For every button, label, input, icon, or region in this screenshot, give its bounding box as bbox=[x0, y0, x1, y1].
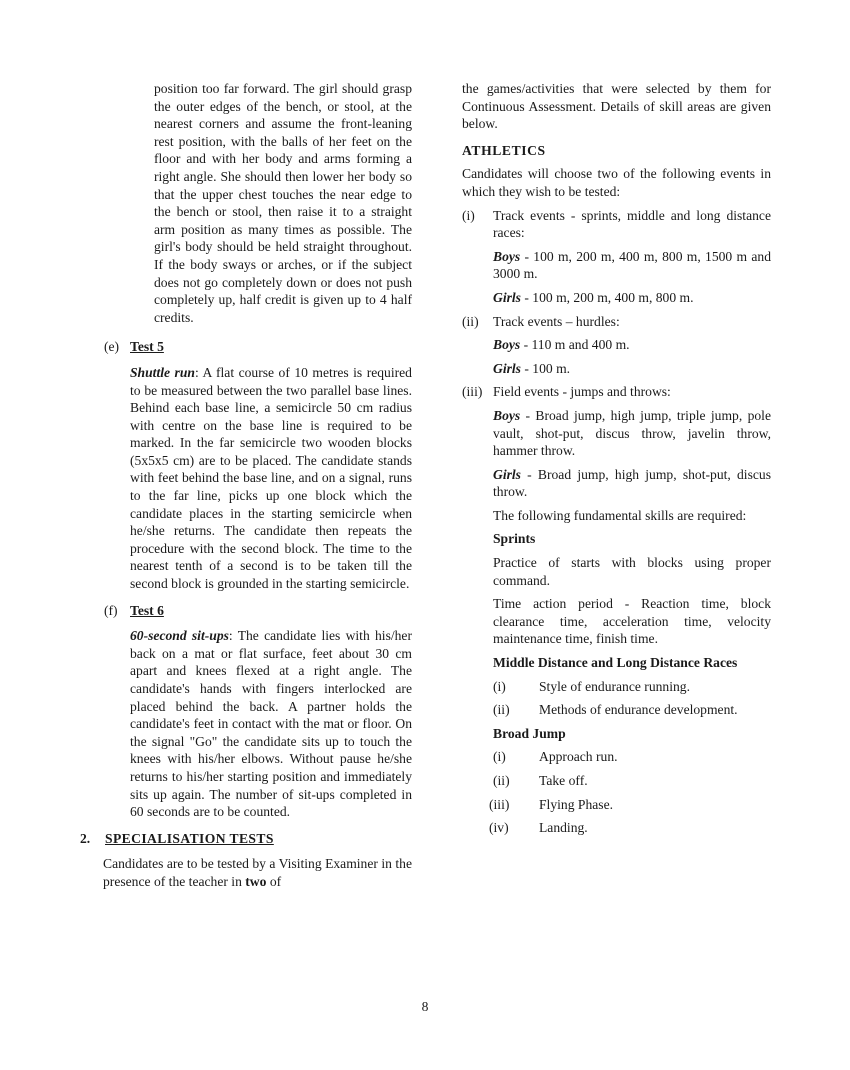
event-text: Field events - jumps and throws: bbox=[493, 384, 671, 400]
event-boys: Boys - Broad jump, high jump, triple jump, pole vault, shot-put, discus throw, javelin throw, hammer throw. bbox=[493, 407, 771, 459]
list-label: (i) bbox=[493, 749, 506, 765]
test5-body bbox=[130, 364, 412, 593]
list-label: (ii) bbox=[493, 702, 510, 718]
page-number: 8 bbox=[421, 999, 429, 1014]
list-text: Landing. bbox=[539, 820, 588, 836]
event-item-i bbox=[462, 207, 771, 307]
sprints-heading: Sprints bbox=[493, 531, 536, 547]
right-column bbox=[462, 80, 771, 837]
sprints-paragraph-1: Practice of starts with blocks using proper command. bbox=[493, 555, 771, 588]
mdld-list-item bbox=[493, 678, 771, 696]
list-text: Approach run. bbox=[539, 749, 618, 765]
test5-item bbox=[78, 338, 412, 592]
list-label: (iii) bbox=[489, 796, 510, 812]
event-girls: Girls - 100 m, 200 m, 400 m, 800 m. bbox=[493, 289, 694, 305]
list-text: Take off. bbox=[539, 773, 588, 788]
broad-jump-list-item bbox=[489, 796, 771, 814]
event-boys: Boys - 110 m and 400 m. bbox=[493, 337, 630, 353]
test6-title: Test 6 bbox=[130, 602, 164, 618]
event-label: (iii) bbox=[462, 384, 483, 400]
broad-jump-list-item bbox=[489, 819, 771, 837]
list-label: (i) bbox=[493, 678, 506, 694]
test5-text: : A flat course of 10 metres is required to be measured between the two parallel base lines. Behind each base line, a semicircle 50 cm radius with centre on the base line is required to be marked. In the far semicircle two wooden blocks (5x5x5 cm) are to be placed. The candidate stands with feet behind the base line, and on a signal, runs to the far line, picks up one block which the candidate places in the starting semicircle when he/she returns. The candidate then repeats the procedure with the second block. The time to the nearest tenth of a second is to be taken till the second block is grounded in the starting semicircle. bbox=[130, 364, 412, 592]
test6-label: (f) bbox=[104, 602, 118, 618]
event-label: (i) bbox=[462, 207, 475, 223]
test5-label: (e) bbox=[104, 339, 120, 355]
event-girls: Girls - 100 m. bbox=[493, 360, 571, 376]
broad-jump-heading: Broad Jump bbox=[493, 725, 566, 741]
fundamental-skills-intro: The following fundamental skills are required: bbox=[493, 507, 747, 523]
athletics-intro: Candidates will choose two of the following events in which they wish to be tested: bbox=[462, 166, 771, 199]
broad-jump-list-item bbox=[493, 772, 771, 790]
list-label: (iv) bbox=[489, 820, 509, 836]
left-column bbox=[78, 80, 412, 891]
test6-body bbox=[130, 627, 412, 821]
test6-term: 60-second sit-ups bbox=[130, 628, 229, 644]
mdld-heading: Middle Distance and Long Distance Races bbox=[493, 655, 738, 671]
event-label: (ii) bbox=[462, 313, 479, 329]
list-text: Methods of endurance development. bbox=[539, 702, 738, 718]
broad-jump-list-item bbox=[493, 748, 771, 766]
test5-title: Test 5 bbox=[130, 339, 164, 355]
test6-item bbox=[78, 602, 412, 821]
event-item-iii bbox=[462, 383, 771, 836]
event-text: Track events - sprints, middle and long distance races: bbox=[493, 207, 771, 241]
event-text: Track events – hurdles: bbox=[493, 313, 620, 329]
list-text: Flying Phase. bbox=[539, 796, 614, 812]
athletics-heading: ATHLETICS bbox=[462, 142, 546, 158]
list-text: Style of endurance running. bbox=[539, 678, 690, 694]
continued-paragraph: position too far forward. The girl should grasp the outer edges of the bench, or stool, at the nearest corners and assume the front-leaning rest position, with the balls of her feet on the floor and with her body and arms forming a right angle. She should then lower her body so that the upper chest touches the near edge to the bench or stool, then raise it to a straight arm position as many times as possible. The girl's body should be held straight throughout. If the body sways or arches, or if the subject does not go completely down or does not push completely up, half credit is given up to 4 half credits. bbox=[154, 81, 412, 325]
event-girls: Girls - Broad jump, high jump, shot-put, discus throw. bbox=[493, 466, 771, 500]
event-item-ii bbox=[462, 313, 771, 378]
section2-number: 2. bbox=[80, 830, 91, 846]
test6-text: : The candidate lies with his/her back on a mat or flat surface, feet about 30 cm apart and knees flexed at a right angle. The candidate's hands with fingers interlocked are placed behind the back. A partner holds the candidate's feet in contact with the mat or floor. On the signal "Go" the candidate sits up to touch the knees with his/her elbows. Without pause he/she returns to his/her starting position and immediately sits up again. The number of sit-ups completed in 60 seconds are to be counted. bbox=[130, 628, 412, 820]
section2-item bbox=[78, 830, 412, 891]
right-continued-paragraph: the games/activities that were selected by them for Continuous Assessment. Details of skill areas are given below. bbox=[462, 81, 771, 132]
test5-term: Shuttle run bbox=[130, 364, 195, 380]
mdld-list-item bbox=[493, 701, 771, 719]
event-boys: Boys - 100 m, 200 m, 400 m, 800 m, 1500 m and 3000 m. bbox=[493, 248, 771, 282]
sprints-paragraph-2: Time action period - Reaction time, block clearance time, acceleration time, velocity maintenance time, finish time. bbox=[493, 596, 771, 647]
section2-title: SPECIALISATION TESTS bbox=[105, 830, 274, 846]
section2-body: Candidates are to be tested by a Visiting Examiner in the presence of the teacher in two of bbox=[103, 856, 412, 889]
list-label: (ii) bbox=[493, 773, 510, 788]
